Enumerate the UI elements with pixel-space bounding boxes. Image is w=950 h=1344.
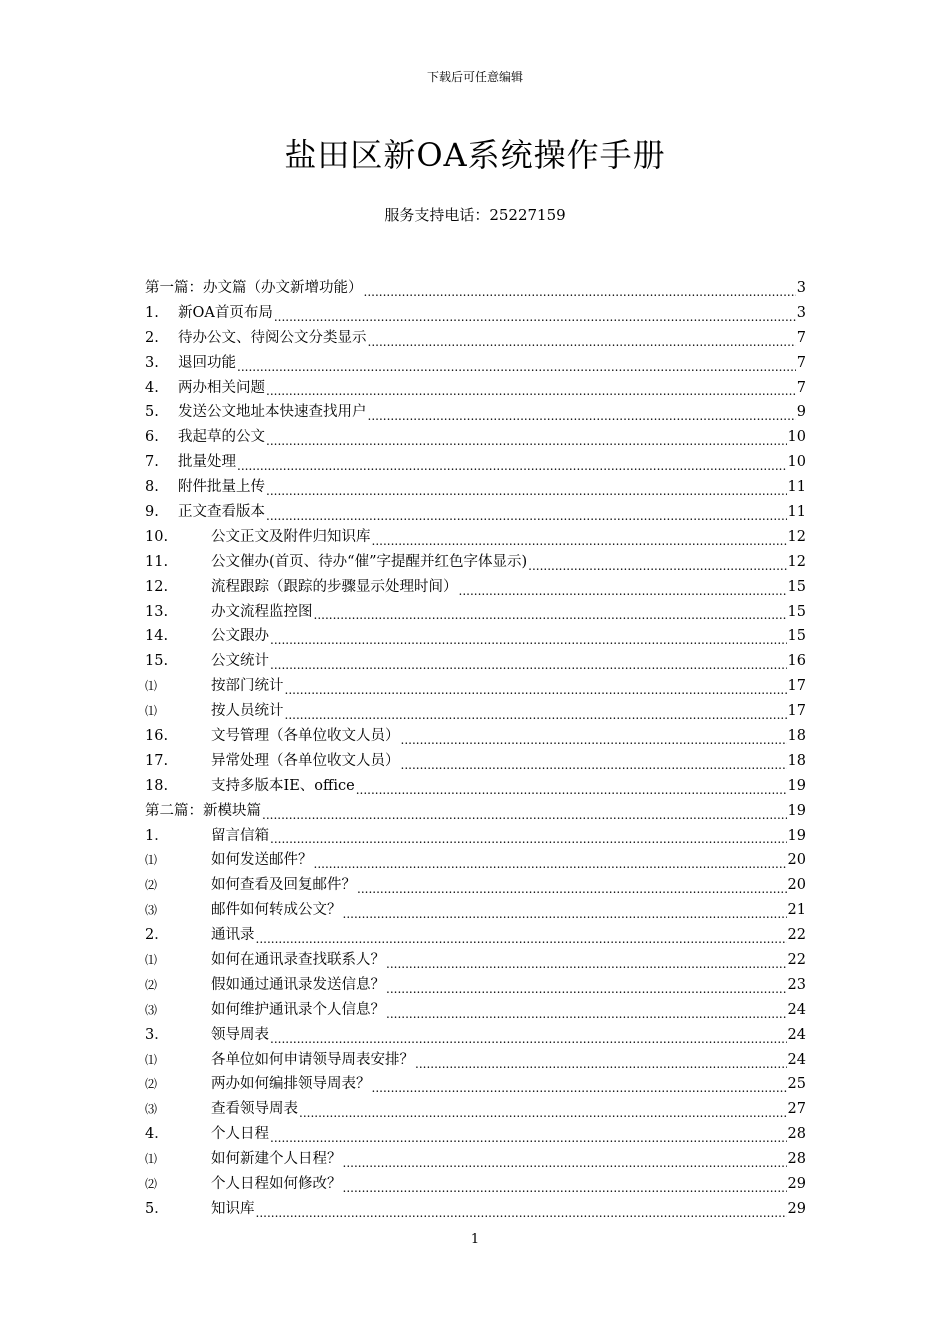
toc-entry[interactable]: [145, 848, 806, 873]
toc-entry[interactable]: [145, 873, 806, 898]
toc-entry-number: 7.: [145, 454, 159, 471]
toc-entry[interactable]: [145, 923, 806, 948]
toc-entry[interactable]: [145, 724, 806, 749]
toc-entry[interactable]: [145, 500, 806, 525]
toc-dot-leader: [368, 407, 796, 425]
toc-dot-leader: [343, 905, 787, 923]
toc-entry[interactable]: [145, 351, 806, 376]
toc-entry-number: ⑶: [145, 903, 158, 918]
toc-entry-title: 正文查看版本: [178, 504, 265, 520]
toc-entry-page: 3: [796, 279, 806, 296]
toc-dot-leader: [372, 1079, 787, 1097]
toc-entry-number: 17.: [145, 752, 169, 769]
toc-dot-leader: [386, 980, 787, 998]
toc-entry-number: 5．: [145, 1200, 169, 1217]
toc-entry-title: 新OA首页布局: [178, 304, 273, 321]
toc-entry[interactable]: [145, 998, 806, 1023]
toc-entry-number: ⑶: [145, 1102, 158, 1117]
toc-entry-number: 8.: [145, 479, 159, 496]
toc-dot-leader: [266, 432, 787, 450]
toc-dot-leader: [528, 557, 786, 575]
toc-entry-number: ⑶: [145, 1002, 158, 1017]
toc-dot-leader: [314, 606, 787, 624]
toc-entry-title: 如何维护通讯录个人信息？: [211, 1001, 385, 1018]
toc-entry[interactable]: [145, 301, 806, 326]
toc-entry-page: 28: [787, 1126, 806, 1143]
toc-dot-leader: [372, 532, 787, 550]
toc-dot-leader: [357, 880, 787, 898]
toc-entry-page: 18: [787, 728, 806, 745]
toc-entry[interactable]: [145, 649, 806, 674]
toc-entry-title: 查看领导周表: [211, 1101, 298, 1118]
toc-dot-leader: [256, 1204, 787, 1222]
toc-entry-page: 11: [787, 479, 806, 496]
toc-entry-number: ⑵: [145, 878, 158, 893]
toc-entry[interactable]: [145, 450, 806, 475]
toc-entry-number: 3.: [145, 354, 159, 371]
toc-entry-title: 办文流程监控图: [211, 603, 313, 620]
toc-dot-leader: [270, 656, 787, 674]
toc-dot-leader: [299, 1104, 787, 1122]
toc-entry-title: 如何发送邮件？: [211, 852, 313, 869]
toc-entry-page: 24: [787, 1051, 806, 1068]
toc-entry-number: 2．: [145, 927, 169, 944]
toc-entry-title: 假如通过通讯录发送信息？: [211, 976, 385, 993]
toc-entry[interactable]: [145, 624, 806, 649]
toc-entry[interactable]: [145, 799, 806, 824]
toc-entry-page: 3: [796, 304, 806, 321]
toc-entry-number: ⑵: [145, 1077, 158, 1092]
toc-dot-leader: [386, 955, 787, 973]
toc-dot-leader: [256, 930, 787, 948]
toc-entry[interactable]: [145, 1197, 806, 1222]
toc-entry-title: 两办如何编排领导周表？: [211, 1076, 371, 1093]
toc-entry[interactable]: [145, 749, 806, 774]
toc-entry-page: 24: [787, 1026, 806, 1043]
toc-entry-title: 留言信箱: [211, 827, 269, 844]
header-note: 下载后可任意编辑: [426, 70, 523, 84]
toc-entry-page: 22: [787, 952, 806, 969]
toc-dot-leader: [274, 308, 796, 326]
toc-dot-leader: [266, 382, 796, 400]
toc-entry-page: 19: [787, 827, 806, 844]
toc-entry[interactable]: [145, 326, 806, 351]
toc-entry-number: 13.: [145, 603, 169, 620]
toc-entry-title: 按人员统计: [211, 703, 284, 720]
toc-entry-page: 11: [787, 504, 806, 520]
toc-entry-title: 如何在通讯录查找联系人？: [211, 952, 385, 969]
toc-entry[interactable]: [145, 824, 806, 849]
toc-entry-title: 第一篇：办文篇（办文新增功能）: [145, 279, 363, 296]
toc-entry-page: 12: [787, 528, 806, 545]
toc-dot-leader: [270, 631, 787, 649]
toc-entry-page: 17: [787, 678, 806, 695]
toc-entry-page: 7: [796, 329, 806, 346]
toc-entry-page: 7: [796, 379, 806, 396]
toc-entry-number: 11.: [145, 553, 169, 570]
toc-entry-number: 10.: [145, 528, 169, 545]
toc-entry-page: 19: [787, 802, 806, 819]
toc-entry[interactable]: [145, 400, 806, 425]
toc-dot-leader: [364, 283, 796, 301]
toc-entry-page: 10: [787, 429, 806, 446]
toc-entry-number: 2.: [145, 329, 159, 346]
toc-entry[interactable]: [145, 948, 806, 973]
toc-entry-page: 18: [787, 752, 806, 769]
document-title: 盐田区新OA系统操作手册: [284, 136, 666, 174]
toc-entry-number: ⑵: [145, 977, 158, 992]
toc-entry-page: 19: [787, 777, 806, 794]
toc-entry-title: 附件批量上传: [178, 479, 265, 496]
toc-entry-number: ⑴: [145, 704, 158, 719]
toc-entry[interactable]: [145, 550, 806, 575]
toc-entry-title: 邮件如何转成公文？: [211, 902, 342, 919]
toc-entry[interactable]: [145, 1172, 806, 1197]
toc-entry-title: 公文跟办: [211, 628, 269, 645]
toc-dot-leader: [459, 582, 787, 600]
toc-entry-number: 4．: [145, 1126, 169, 1143]
toc-entry-title: 文号管理（各单位收文人员）: [211, 728, 400, 745]
toc-entry-title: 公文正文及附件归知识库: [211, 528, 371, 545]
toc-dot-leader: [285, 681, 787, 699]
toc-dot-leader: [270, 830, 787, 848]
toc-entry-number: 15.: [145, 653, 169, 670]
toc-entry-number: ⑴: [145, 853, 158, 868]
toc-entry-page: 15: [787, 628, 806, 645]
toc-entry[interactable]: [145, 425, 806, 450]
toc-entry[interactable]: [145, 973, 806, 998]
toc-entry[interactable]: [145, 276, 806, 301]
toc-entry-page: 9: [796, 404, 806, 421]
toc-entry-page: 20: [787, 852, 806, 869]
toc-entry-title: 流程跟踪（跟踪的步骤显示处理时间）: [211, 578, 458, 595]
toc-dot-leader: [415, 1055, 787, 1073]
toc-entry-number: ⑴: [145, 953, 158, 968]
toc-entry-title: 个人日程: [211, 1126, 269, 1143]
toc-entry-title: 领导周表: [211, 1026, 269, 1043]
toc-entry-title: 公文统计: [211, 653, 269, 670]
toc-dot-leader: [270, 1129, 787, 1147]
toc-dot-leader: [401, 731, 787, 749]
toc-dot-leader: [368, 333, 796, 351]
toc-entry-page: 29: [787, 1176, 806, 1193]
toc-entry-title: 各单位如何申请领导周表安排？: [211, 1051, 414, 1068]
toc-entry[interactable]: [145, 898, 806, 923]
toc-entry-number: 1.: [145, 304, 159, 321]
toc-dot-leader: [401, 756, 787, 774]
toc-entry-title: 支持多版本IE、office: [211, 777, 355, 794]
toc-dot-leader: [266, 507, 787, 525]
toc-dot-leader: [262, 806, 787, 824]
toc-entry-title: 公文催办(首页、待办“催”字提醒并红色字体显示): [211, 553, 528, 570]
toc-entry-page: 7: [796, 354, 806, 371]
toc-entry-page: 24: [787, 1001, 806, 1018]
toc-entry-title: 个人日程如何修改？: [211, 1176, 342, 1193]
toc-entry-title: 通讯录: [211, 927, 255, 944]
toc-entry[interactable]: [145, 376, 806, 401]
toc-entry-number: 5.: [145, 404, 159, 421]
page-number: 1: [470, 1232, 480, 1247]
toc-entry[interactable]: [145, 1122, 806, 1147]
toc-entry-page: 20: [787, 877, 806, 894]
toc-dot-leader: [237, 358, 796, 376]
toc-entry-number: 1．: [145, 827, 169, 844]
toc-entry-number: ⑵: [145, 1177, 158, 1192]
toc-entry-number: ⑴: [145, 1052, 158, 1067]
toc-entry-title: 异常处理（各单位收文人员）: [211, 752, 400, 769]
toc-entry-page: 27: [787, 1101, 806, 1118]
toc-entry-title: 知识库: [211, 1200, 255, 1217]
toc-dot-leader: [270, 1030, 787, 1048]
toc-entry-title: 第二篇：新模块篇: [145, 802, 261, 819]
toc-entry-number: 3．: [145, 1026, 169, 1043]
toc-entry-page: 25: [787, 1076, 806, 1093]
toc-dot-leader: [266, 482, 787, 500]
toc-entry[interactable]: [145, 1073, 806, 1098]
toc-entry[interactable]: [145, 1147, 806, 1172]
toc-entry[interactable]: [145, 600, 806, 625]
toc-entry-title: 按部门统计: [211, 678, 284, 695]
toc-entry[interactable]: [145, 475, 806, 500]
toc-entry[interactable]: [145, 525, 806, 550]
toc-dot-leader: [343, 1154, 787, 1172]
toc-dot-leader: [356, 781, 787, 799]
toc-entry-title: 待办公文、待阅公文分类显示: [178, 329, 367, 346]
toc-entry-page: 28: [787, 1151, 806, 1168]
toc-entry[interactable]: [145, 699, 806, 724]
toc-entry[interactable]: [145, 774, 806, 799]
toc-entry-title: 发送公文地址本快速查找用户: [178, 404, 367, 421]
toc-entry[interactable]: [145, 674, 806, 699]
toc-entry-number: ⑴: [145, 1152, 158, 1167]
toc-entry-number: ⑴: [145, 679, 158, 694]
toc-entry[interactable]: [145, 1048, 806, 1073]
toc-entry[interactable]: [145, 1097, 806, 1122]
toc-entry-number: 16.: [145, 728, 169, 745]
toc-entry-number: 9.: [145, 504, 159, 520]
toc-dot-leader: [343, 1179, 787, 1197]
toc-entry-number: 12.: [145, 578, 169, 595]
toc-entry-title: 退回功能: [178, 354, 236, 371]
toc-entry-number: 14.: [145, 628, 169, 645]
toc-dot-leader: [386, 1005, 787, 1023]
service-phone: 服务支持电话：25227159: [384, 206, 566, 224]
toc-entry-page: 16: [787, 653, 806, 670]
toc-dot-leader: [314, 855, 787, 873]
toc-entry-title: 我起草的公文: [178, 429, 265, 446]
toc-entry[interactable]: [145, 1023, 806, 1048]
toc-entry[interactable]: [145, 575, 806, 600]
toc-entry-page: 15: [787, 603, 806, 620]
toc-entry-page: 12: [787, 553, 806, 570]
toc-entry-page: 21: [787, 902, 806, 919]
toc-entry-title: 如何查看及回复邮件？: [211, 877, 356, 894]
toc-entry-page: 22: [787, 927, 806, 944]
toc-entry-title: 两办相关问题: [178, 379, 265, 396]
toc-dot-leader: [285, 706, 787, 724]
table-of-contents: [145, 276, 806, 1222]
toc-dot-leader: [237, 457, 787, 475]
toc-entry-number: 4.: [145, 379, 159, 396]
toc-entry-page: 17: [787, 703, 806, 720]
toc-entry-page: 23: [787, 976, 806, 993]
toc-entry-number: 18.: [145, 777, 169, 794]
toc-entry-page: 10: [787, 454, 806, 471]
toc-entry-page: 29: [787, 1200, 806, 1217]
toc-entry-number: 6.: [145, 429, 159, 446]
toc-entry-page: 15: [787, 578, 806, 595]
toc-entry-title: 如何新建个人日程？: [211, 1151, 342, 1168]
toc-entry-title: 批量处理: [178, 454, 236, 471]
